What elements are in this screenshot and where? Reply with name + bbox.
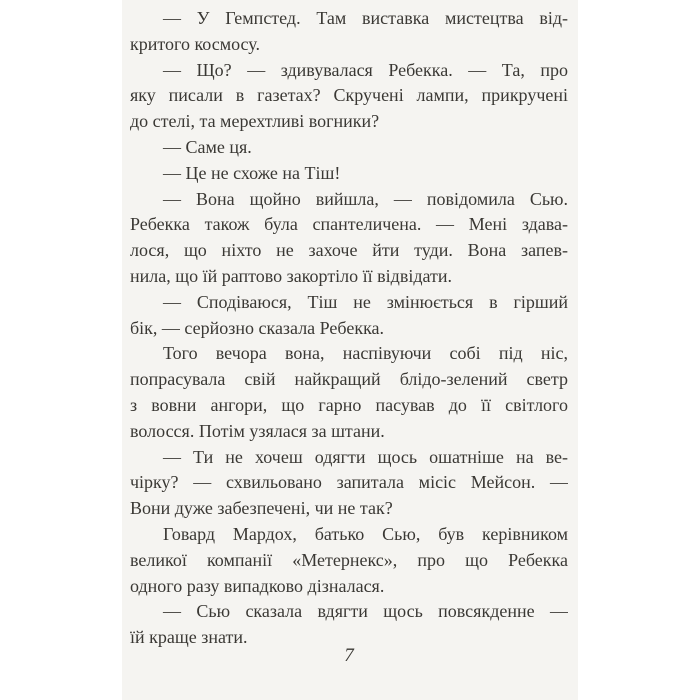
text-line: з вовни ангори, що гарно пасував до її світлого (130, 394, 568, 415)
text-line: великої компанії «Метернекс», про що Ребекка (130, 549, 568, 570)
text-line: Ребекка також була спантеличена. — Мені здава- (130, 214, 568, 235)
text-line: до стелі, та мерехтливі вогники? (130, 111, 380, 132)
text-line: Того вечора вона, наспівуючи собі під ніс, (163, 343, 568, 364)
text-line: їй краще знати. (130, 627, 248, 648)
text-line: Вони дуже забезпечені, чи не так? (130, 498, 393, 519)
text-line: лося, що ніхто не захоче йти туди. Вона запев- (130, 240, 568, 261)
text-line: — Вона щойно вийшла, — повідомила Сью. (163, 188, 568, 209)
page-number: 7 (344, 645, 354, 666)
text-line: бік, — серйозно сказала Ребекка. (130, 317, 385, 338)
text-line: — Це не схоже на Тіш! (163, 162, 341, 183)
text-line: волосся. Потім узялася за штани. (130, 420, 385, 441)
text-line: нила, що їй раптово закортіло її відвідати. (130, 265, 453, 286)
text-line: чірку? — схвильовано запитала місіс Мейсон. — (130, 472, 568, 493)
text-line: — Сподіваюся, Тіш не змінюється в гірший (163, 291, 568, 312)
text-line: попрасувала свій найкращий блідо-зелений светр (130, 369, 568, 390)
text-line: — Що? — здивувалася Ребекка. — Та, про (163, 59, 568, 80)
text-line: Говард Мардох, батько Сью, був керівником (163, 523, 568, 544)
text-line: одного разу випадково дізналася. (130, 575, 385, 596)
text-line: — Ти не хочеш одягти щось ошатніше на ве- (163, 446, 568, 467)
text-line: — Саме ця. (163, 136, 252, 157)
book-page (122, 0, 578, 700)
text-line: критого космосу. (130, 33, 260, 54)
text-line: яку писали в газетах? Скручені лампи, прикручені (130, 85, 568, 106)
text-block (130, 6, 568, 651)
text-line: — Сью сказала вдягти щось повсякденне — (163, 601, 568, 622)
text-line: — У Гемпстед. Там виставка мистецтва від- (163, 8, 568, 28)
